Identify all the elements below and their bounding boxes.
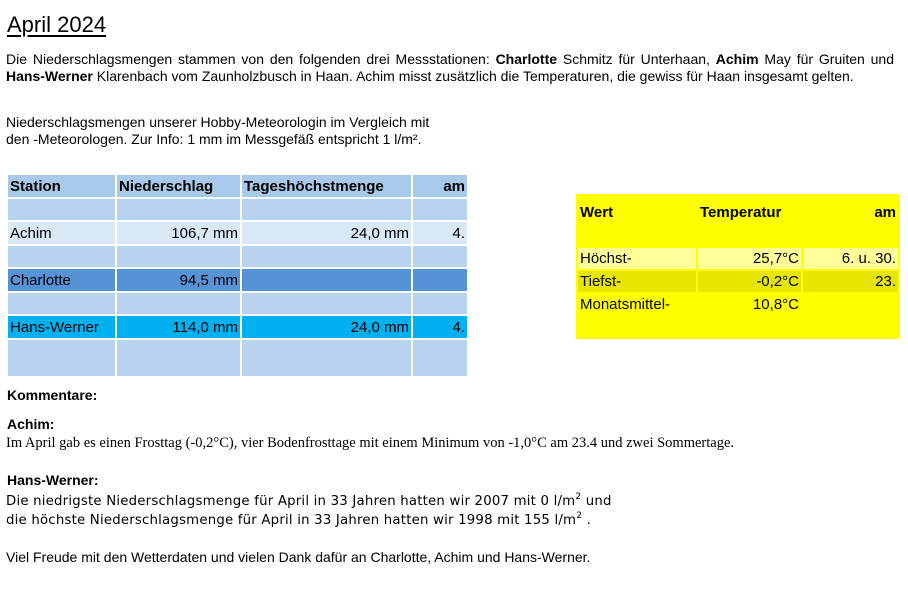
intro-text-1: Die Niederschlagsmengen stammen von den folgenden drei Messstationen: [6, 51, 496, 67]
table-row [577, 270, 899, 293]
header-station: Station [7, 174, 116, 198]
header-wert: Wert [577, 195, 697, 225]
header-tageshoechstmenge: Tageshöchstmenge [241, 174, 412, 198]
hw-line-1-sup: 2 [575, 492, 582, 502]
precipitation-table [6, 173, 469, 378]
cell-niederschlag: 114,0 mm [116, 315, 241, 339]
cell-max [241, 268, 412, 292]
spacer-row [577, 225, 899, 247]
hw-line-1-text: Die niedrigste Niederschlagsmenge für April in 33 Jahren hatten wir 2007 mit 0 l/m [6, 494, 576, 509]
cell-am: 6. u. 30. [802, 247, 899, 270]
temperature-table-header [577, 195, 899, 225]
spacer-row [7, 198, 468, 221]
cell-am: 23. [802, 270, 899, 293]
cell-am: 4. [412, 221, 468, 245]
cell-am [412, 268, 468, 292]
hans-werner-heading: Hans-Werner: [7, 472, 99, 488]
hw-line-2-sup: 2 [576, 511, 583, 521]
cell-label: Monatsmittel- [577, 293, 697, 316]
cell-label: Tiefst- [577, 270, 697, 293]
comments-heading: Kommentare: [7, 387, 98, 403]
intro-text-2: Schmitz für Unterhaan, [557, 51, 716, 67]
table-row [577, 293, 899, 316]
intro-info-line-1: Niederschlagsmengen unserer Hobby-Meteorologin im Vergleich mit [6, 114, 430, 130]
closing-text: Viel Freude mit den Wetterdaten und vielen Dank dafür an Charlotte, Achim und Hans-Werner. [6, 549, 591, 565]
page-title: April 2024 [7, 12, 107, 37]
cell-station: Hans-Werner [7, 315, 116, 339]
cell-am: 4. [412, 315, 468, 339]
table-row [577, 247, 899, 270]
table-row [7, 221, 468, 245]
cell-max: 24,0 mm [241, 221, 412, 245]
header-niederschlag: Niederschlag [116, 174, 241, 198]
cell-station: Charlotte [7, 268, 116, 292]
header-am: am [802, 195, 899, 225]
intro-name-charlotte: Charlotte [495, 51, 558, 67]
precipitation-table-header [7, 174, 468, 198]
cell-temp: 25,7°C [697, 247, 802, 270]
header-temperatur: Temperatur [697, 195, 802, 225]
intro-name-achim: Achim [715, 51, 759, 67]
intro-text-3: May für Gruiten und [758, 51, 894, 67]
intro-info-line-2: den -Meteorologen. Zur Info: 1 mm im Messgefäß entspricht 1 l/m². [6, 131, 422, 147]
hans-werner-line-2 [6, 511, 612, 530]
hw-line-1-end: und [581, 494, 612, 509]
cell-niederschlag: 94,5 mm [116, 268, 241, 292]
header-am: am [412, 174, 468, 198]
intro-paragraph [6, 51, 894, 85]
temperature-table [576, 194, 900, 339]
hans-werner-comment [6, 492, 612, 530]
cell-am [802, 293, 899, 316]
table-row [7, 315, 468, 339]
cell-max: 24,0 mm [241, 315, 412, 339]
achim-heading: Achim: [7, 416, 55, 432]
hans-werner-line-1 [6, 492, 612, 511]
intro-name-hans-werner: Hans-Werner [6, 68, 93, 84]
spacer-row [7, 245, 468, 268]
cell-temp: -0,2°C [697, 270, 802, 293]
spacer-row [577, 316, 899, 338]
hw-line-2-text: die höchste Niederschlagsmenge für April in 33 Jahren hatten wir 1998 mit 155 l/m [6, 513, 577, 528]
intro-text-4: Klarenbach vom Zaunholzbusch in Haan. Achim misst zusätzlich die Temperaturen, die gewiss für Haan insgesamt gelten. [92, 68, 854, 84]
spacer-row [7, 339, 468, 377]
table-row [7, 268, 468, 292]
cell-temp: 10,8°C [697, 293, 802, 316]
spacer-row [7, 292, 468, 315]
hw-line-2-end: . [582, 513, 591, 528]
cell-label: Höchst- [577, 247, 697, 270]
cell-station: Achim [7, 221, 116, 245]
intro-info-paragraph [6, 114, 496, 148]
cell-niederschlag: 106,7 mm [116, 221, 241, 245]
achim-comment: Im April gab es einen Frosttag (-0,2°C), vier Bodenfrosttage mit einem Minimum von -1,0°C am 23.4 und zwei Sommertage. [6, 435, 735, 451]
